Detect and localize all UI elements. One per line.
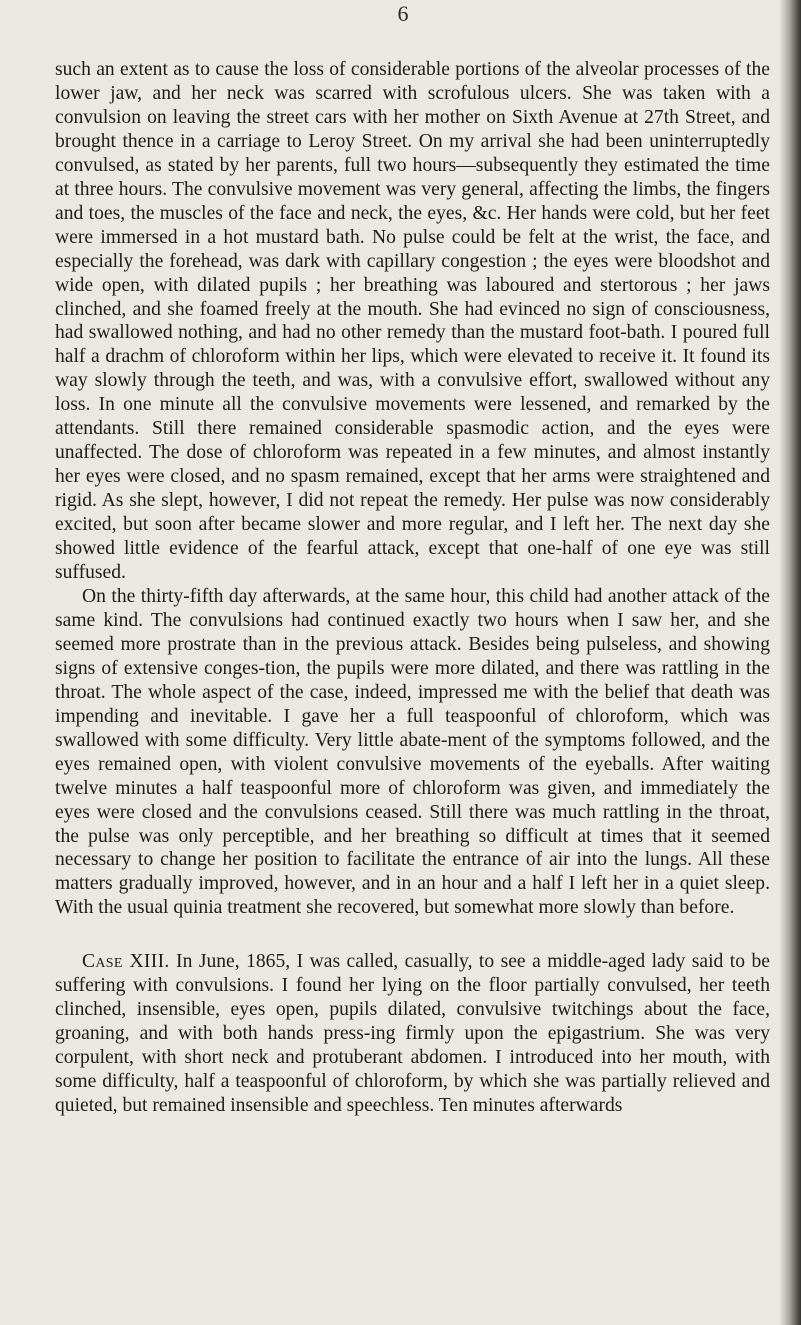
paragraph-text: In June, 1865, I was called, casually, to see a middle-aged lady said to be suffering with convulsions. I found her lying on the floor partially convulsed, her teeth clinched, insensible, eyes open, pupils dilated, convulsive twitchings about the face, groaning, and with both hands press-ing firmly upon the epigastrium. She was very corpulent, with short neck and protuberant abdomen. I introduced into her mouth, with some difficulty, half a teaspoonful of chloroform, by which she was partially relieved and quieted, but remained insensible and speechless. Ten minutes afterwards: [55, 951, 770, 1117]
page-number: 6: [397, 1, 409, 26]
paragraph-text: On the thirty-fifth day afterwards, at the same hour, this child had another attack of the same kind. The convulsions had continued exactly two hours when I saw her, and she seemed more prostrate than in the previous attack. Besides being pulseless, and showing signs of extensive conges-tion, the pupils were more dilated, and there was rattling in the throat. The whole aspect of the case, indeed, impressed me with the belief that death was impending and inevitable. I gave her a full teaspoonful of chloroform, which was swallowed with some difficulty. Very little abate-ment of the symptoms followed, and the eyes remained open, with violent convulsive movements of the eyeballs. After waiting twelve minutes a half teaspoonful more of chloroform was given, and immediately the eyes were closed and the convulsions ceased. Still there was much rattling in the throat, the pulse was only perceptible, and her breathing so difficult at times that it seemed necessary to change her position to facilitate the entrance of air into the lungs. All these matters gradually improved, however, and in an hour and a half I left her in a quiet sleep. With the usual quinia treatment she recovered, but somewhat more slowly than before.: [55, 585, 770, 919]
paragraph-second-attack: [55, 585, 770, 920]
case-heading: Case XIII.: [82, 951, 170, 973]
paragraph-case-xiii: [55, 950, 770, 1118]
body-text: [55, 58, 770, 1118]
scan-edge-shadow: [779, 0, 801, 1325]
paragraph-text: such an extent as to cause the loss of considerable portions of the alveolar processes of the lower jaw, and her neck was scarred with scrofulous ulcers. She was taken with a convulsion on leaving the street cars with her mother on Sixth Avenue at 27th Street, and brought thence in a carriage to Leroy Street. On my arrival she had been uninterruptedly convulsed, as stated by her parents, full two hours—subsequently they estimated the time at three hours. The convulsive movement was very general, affecting the limbs, the fingers and toes, the muscles of the face and neck, the eyes, &c. Her hands were cold, but her feet were immersed in a hot mustard bath. No pulse could be felt at the wrist, the face, and especially the forehead, was dark with capillary congestion ; the eyes were bloodshot and wide open, with dilated pupils ; her breathing was laboured and stertorous ; her jaws clinched, and she foamed freely at the mouth. She had evinced no sign of consciousness, had swallowed nothing, and had no other remedy than the mustard foot-bath. I poured full half a drachm of chloroform within her lips, which were elevated to receive it. It found its way slowly through the teeth, and was, with a convulsive effort, swallowed without any loss. In one minute all the convulsive movements were lessened, and remarked by the attendants. Still there remained considerable spasmodic action, and the eyes were unaffected. The dose of chloroform was repeated in a few minutes, and almost instantly her eyes were closed, and no spasm remained, except that her arms were straightened and rigid. As she slept, however, I did not repeat the remedy. Her pulse was now considerably excited, but soon after became slower and more regular, and I left her. The next day she showed little evidence of the fearful attack, except that one-half of one eye was still suffused.: [55, 59, 770, 584]
paragraph-case-continuation: [55, 58, 770, 585]
